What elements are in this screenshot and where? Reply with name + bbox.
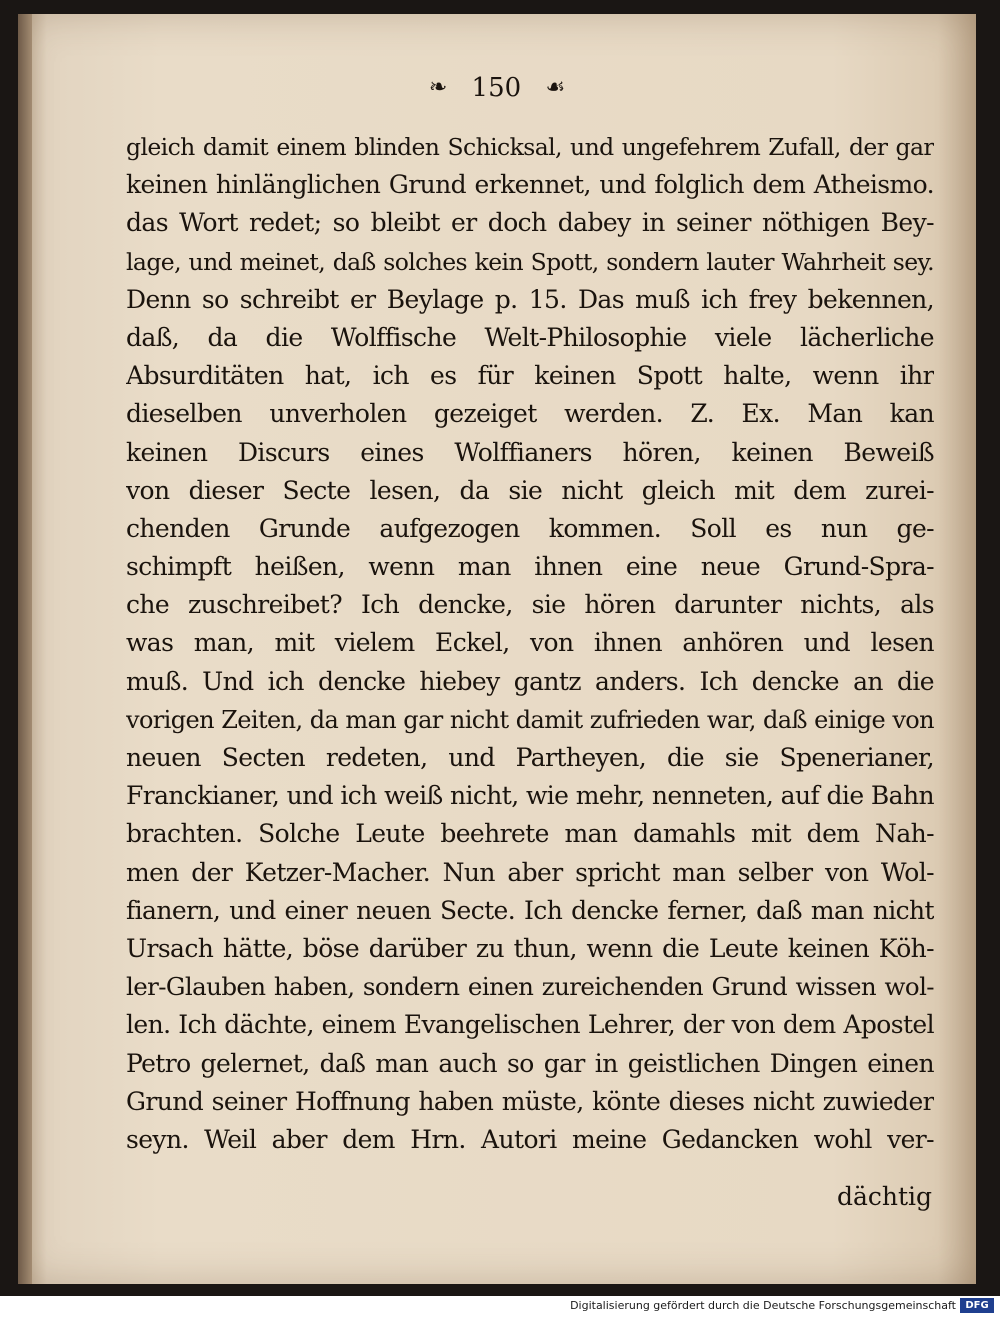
text-line: len. Ich dächte, einem Evangelischen Lehrer, der von dem Apostel [126,1010,934,1040]
page-binding-edge [18,14,32,1284]
text-line: Denn so schreibt er Beylage p. 15. Das muß ich frey bekennen, [126,284,934,314]
text-line: gleich damit einem blinden Schicksal, und ungefehrem Zufall, der gar [126,133,934,161]
text-line: Petro gelernet, daß man auch so gar in geistlichen Dingen einen [126,1048,934,1078]
ornament-left-icon: ❧ [428,75,448,100]
text-line: das Wort redet; so bleibt er doch dabey in seiner nöthigen Bey- [126,208,934,238]
text-line: vorigen Zeiten, da man gar nicht damit zufrieden war, daß einige von [126,705,934,734]
text-line: daß, da die Wolffische Welt-Philosophie viele lächerliche [126,322,934,352]
text-line: keinen Discurs eines Wolffianers hören, keinen Beweiß [126,437,934,467]
footer-bar [0,1296,1000,1317]
page-number: 150 [471,73,522,103]
text-line: dieselben unverholen gezeiget werden. Z. Ex. Man kan [126,399,934,429]
text-line: men der Ketzer-Macher. Nun aber spricht man selber von Wol- [126,857,934,887]
text-line: keinen hinlänglichen Grund erkennet, und folglich dem Atheismo. [126,170,934,200]
book-page [18,14,976,1284]
page-header [18,70,976,105]
dfg-logo: DFG [960,1298,994,1313]
text-line: ler-Glauben haben, sondern einen zureichenden Grund wissen wol- [126,972,934,1002]
catchword: dächtig [836,1182,932,1211]
text-line: von dieser Secte lesen, da sie nicht gleich mit dem zurei- [126,475,934,505]
body-text [126,128,934,1159]
text-line: schimpft heißen, wenn man ihnen eine neue Grund-Spra- [126,552,934,582]
ornament-right-icon: ☙ [545,75,566,100]
text-line: lage, und meinet, daß solches kein Spott, sondern lauter Wahrheit sey. [126,247,934,276]
text-line: muß. Und ich dencke hiebey gantz anders. Ich dencke an die [126,666,934,696]
text-line: fianern, und einer neuen Secte. Ich dencke ferner, daß man nicht [126,895,934,925]
text-line: was man, mit vielem Eckel, von ihnen anhören und lesen [126,628,934,658]
text-line: Ursach hätte, böse darüber zu thun, wenn die Leute keinen Köh- [126,933,934,963]
text-line: neuen Secten redeten, und Partheyen, die sie Spenerianer, [126,743,934,772]
text-line: Franckianer, und ich weiß nicht, wie mehr, nenneten, auf die Bahn [126,781,934,811]
text-line: seyn. Weil aber dem Hrn. Autori meine Gedancken wohl ver- [126,1124,934,1154]
funding-credit: Digitalisierung gefördert durch die Deutsche Forschungsgemeinschaft [570,1299,956,1312]
text-line: Absurditäten hat, ich es für keinen Spott halte, wenn ihr [126,361,934,391]
text-line: che zuschreibet? Ich dencke, sie hören darunter nichts, als [126,590,934,620]
text-line: brachten. Solche Leute beehrete man damahls mit dem Nah- [126,819,934,849]
text-line: chenden Grunde aufgezogen kommen. Soll es nun ge- [126,513,934,543]
text-line: Grund seiner Hoffnung haben müste, könte dieses nicht zuwieder [126,1086,934,1116]
